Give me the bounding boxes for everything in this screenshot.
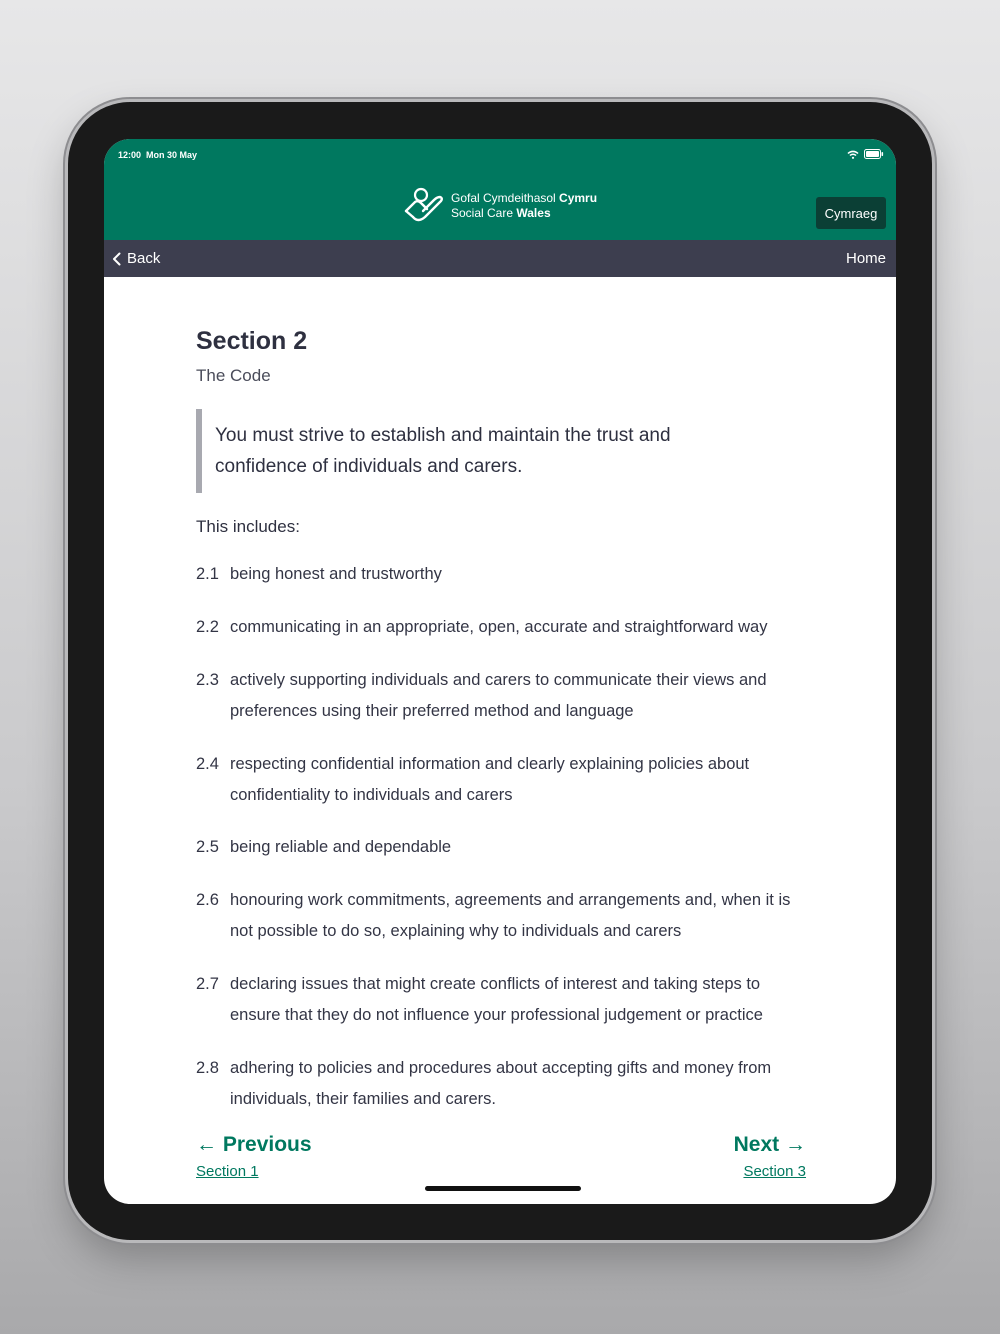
wifi-icon [847,150,859,159]
status-bar [104,139,896,173]
back-label: Back [127,250,161,267]
list-item [196,559,806,590]
app-header [104,139,896,240]
next-section-link[interactable]: Section 3 [743,1163,806,1180]
list-item [196,885,806,947]
brand-logo-icon [403,187,445,225]
app-screen [104,139,896,1204]
navigation-bar [104,240,896,277]
item-number: 2.4 [196,755,219,773]
item-text: adhering to policies and procedures about accepting gifts and money from individuals, their families and carers. [230,1059,772,1108]
status-icons [847,149,884,159]
brand-name: Gofal Cymdeithasol Cymru Social Care Wales [451,191,598,220]
list-item [196,612,806,643]
item-number: 2.1 [196,565,219,583]
status-time: 12:00 Mon 30 May [118,150,198,160]
previous-link[interactable]: ← Previous [196,1133,312,1156]
power-button [795,97,855,101]
next-link[interactable]: Next → [733,1133,806,1156]
volume-up-button [932,196,936,242]
item-number: 2.3 [196,671,219,689]
home-button[interactable]: Home [845,250,886,267]
list-item [196,1053,806,1115]
item-number: 2.6 [196,891,219,909]
home-indicator[interactable] [425,1186,581,1191]
back-button[interactable] [112,240,160,277]
previous-section-link[interactable]: Section 1 [196,1163,259,1180]
item-text: declaring issues that might create conflicts of interest and taking steps to ensure that they do not influence your professional judgement or practice [230,975,763,1024]
language-toggle-button[interactable]: Cymraeg [816,197,886,229]
item-text: being reliable and dependable [230,838,452,856]
battery-icon [864,149,884,159]
volume-down-button [932,256,936,302]
brand-logo [403,187,597,225]
list-item [196,665,806,727]
chevron-left-icon [112,252,121,266]
item-number: 2.8 [196,1059,219,1077]
list-item [196,749,806,811]
item-text: honouring work commitments, agreements and arrangements and, when it is not possible to do so, explaining why to individuals and carers [230,891,791,940]
item-number: 2.7 [196,975,219,993]
list-item [196,969,806,1031]
item-number: 2.5 [196,838,219,856]
page-title: Section 2 [196,327,308,355]
list-item [196,832,806,863]
page-subtitle: The Code [196,366,271,385]
item-text: communicating in an appropriate, open, accurate and straightforward way [230,618,768,636]
item-text: actively supporting individuals and carers to communicate their views and preferences using their preferred method and language [230,671,767,720]
item-text: being honest and trustworthy [230,565,442,583]
includes-heading: This includes: [196,517,300,536]
item-number: 2.2 [196,618,219,636]
section-quote: You must strive to establish and maintain the trust and confidence of individuals and carers. [196,409,756,493]
item-text: respecting confidential information and clearly explaining policies about confidentiality to individuals and carers [230,755,750,804]
